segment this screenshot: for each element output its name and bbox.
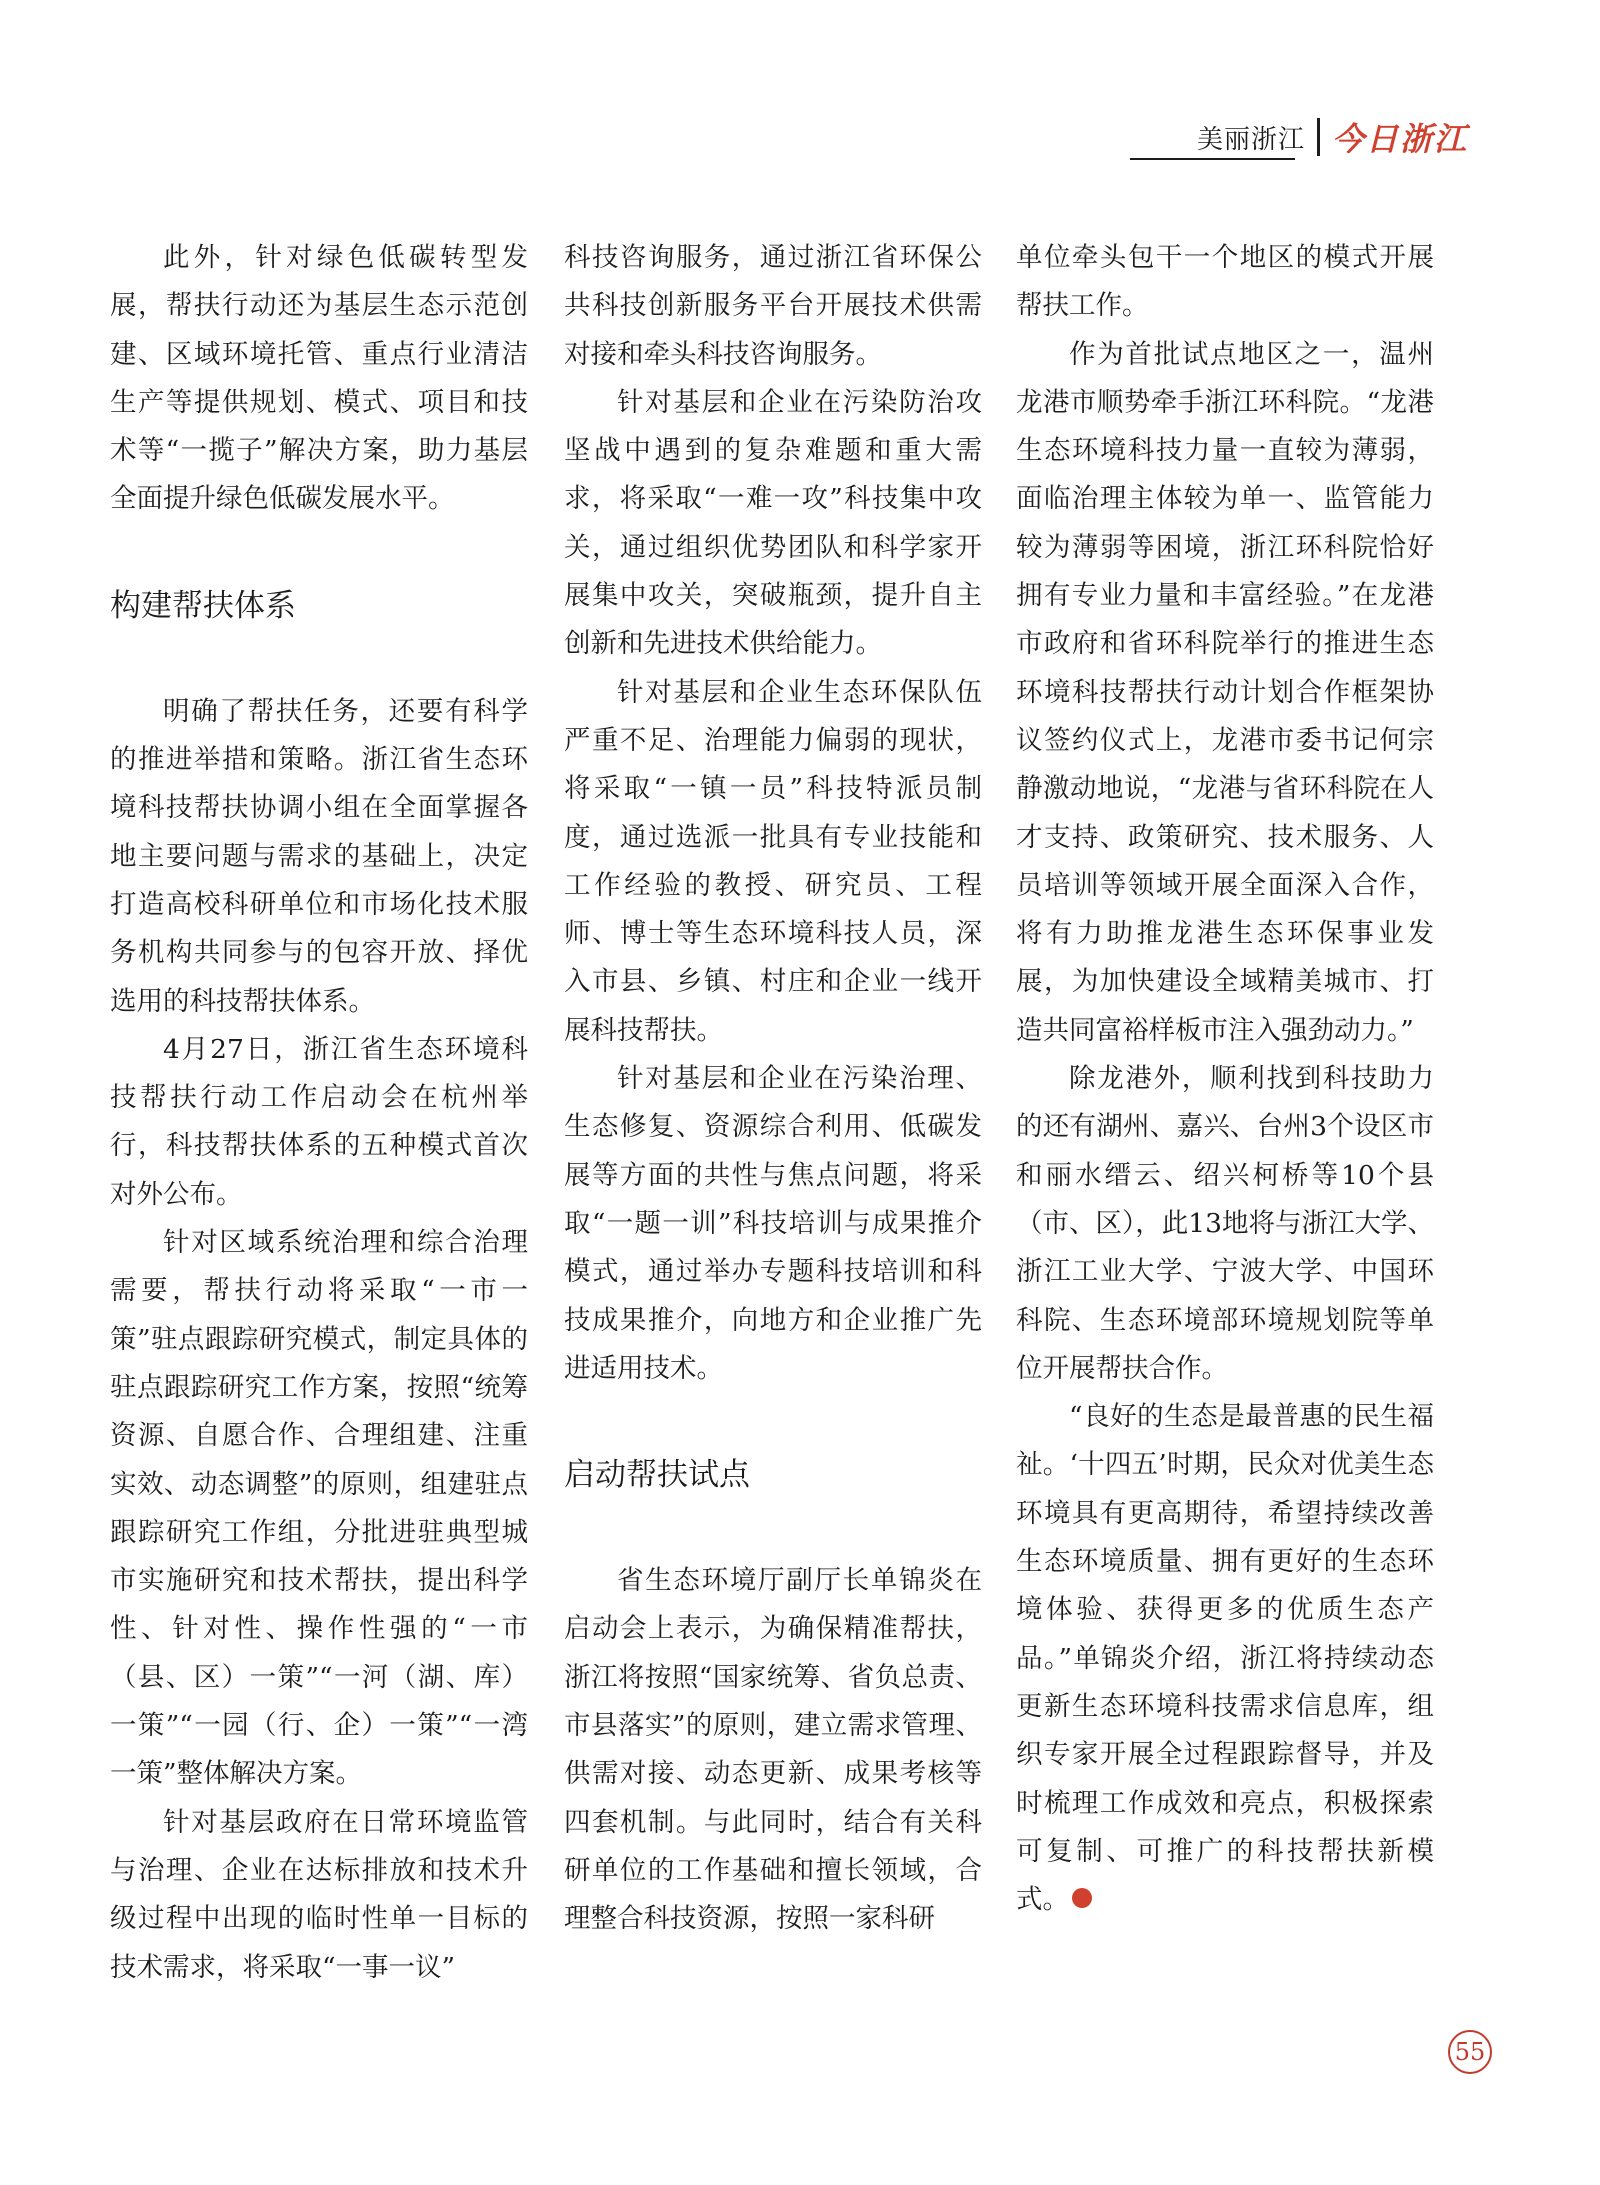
paragraph [110, 1219, 528, 1799]
paragraph-text: 针对基层政府在日常环境监管与治理、企业在达标排放和技术升级过程中出现的临时性单一目标的技术需求，将采取“一事一议” [110, 1806, 528, 1983]
paragraph [564, 1055, 982, 1393]
paragraph [1016, 1055, 1434, 1393]
article-column-2 [564, 234, 982, 1944]
paragraph-text: 此外，针对绿色低碳转型发展，帮扶行动还为基层生态示范创建、区域环境托管、重点行业清洁生产等提供规划、模式、项目和技术等“一揽子”解决方案，助力基层全面提升绿色低碳发展水平。 [110, 242, 528, 515]
paragraph-text: 作为首批试点地区之一，温州龙港市顺势牵手浙江环科院。“龙港生态环境科技力量一直较为薄弱，面临治理主体较为单一、监管能力较为薄弱等困境，浙江环科院恰好拥有专业力量和丰富经验。”在龙港市政府和省环科院举行的推进生态环境科技帮扶行动计划合作框架协议签约仪式上，龙港市委书记何宗静激动地说，“龙港与省环科院在人才支持、政策研究、技术服务、人员培训等领域开展全面深入合作，将有力助推龙港生态环保事业发展，为加快建设全域精美城市、打造共同富裕样板市注入强劲动力。” [1016, 338, 1434, 1046]
paragraph [564, 234, 982, 379]
section-heading [564, 1451, 982, 1499]
paragraph [564, 669, 982, 1055]
paragraph-text: 省生态环境厅副厅长单锦炎在启动会上表示，为确保精准帮扶，浙江将按照“国家统筹、省负总责、市县落实”的原则，建立需求管理、供需对接、动态更新、成果考核等四套机制。与此同时，结合有关科研单位的工作基础和擅长领域，合理整合科技资源，按照一家科研 [564, 1565, 982, 1935]
paragraph [1016, 1393, 1434, 1924]
article-column-1 [110, 234, 528, 1992]
paragraph [1016, 331, 1434, 1055]
paragraph [564, 1557, 982, 1943]
page-header [1197, 112, 1468, 162]
end-mark-icon [1072, 1888, 1092, 1908]
paragraph [110, 234, 528, 524]
paragraph-text: 针对基层和企业在污染防治攻坚战中遇到的复杂难题和重大需求，将采取“一难一攻”科技集中攻关，通过组织优势团队和科学家开展集中攻关，突破瓶颈，提升自主创新和先进技术供给能力。 [564, 386, 982, 660]
paragraph [1016, 234, 1434, 331]
header-rule [1130, 158, 1295, 160]
section-heading [110, 582, 528, 630]
paragraph-text: 科技咨询服务，通过浙江省环保公共科技创新服务平台开展技术供需对接和牵头科技咨询服务。 [564, 242, 982, 370]
paragraph [110, 688, 528, 1026]
paragraph-text: 针对基层和企业在污染治理、生态修复、资源综合利用、低碳发展等方面的共性与焦点问题，将采取“一题一训”科技培训与成果推介模式，通过举办专题科技培训和科技成果推介，向地方和企业推广先进适用技术。 [564, 1063, 982, 1384]
heading-text: 构建帮扶体系 [110, 587, 296, 624]
article-column-3 [1016, 234, 1434, 1924]
paragraph [564, 379, 982, 669]
paragraph-text: 明确了帮扶任务，还要有科学的推进举措和策略。浙江省生态环境科技帮扶协调小组在全面掌握各地主要问题与需求的基础上，决定打造高校科研单位和市场化技术服务机构共同参与的包容开放、择优选用的科技帮扶体系。 [110, 695, 528, 1017]
header-divider [1317, 118, 1320, 156]
section-title: 美丽浙江 [1196, 124, 1305, 155]
paragraph-text: 4月27日，浙江省生态环境科技帮扶行动工作启动会在杭州举行，科技帮扶体系的五种模式首次对外公布。 [110, 1033, 528, 1210]
paragraph [110, 1799, 528, 1992]
magazine-logo: 今日浙江 [1331, 120, 1468, 158]
paragraph-text: 针对基层和企业生态环保队伍严重不足、治理能力偏弱的现状，将采取“一镇一员”科技特派员制度，通过选派一批具有专业技能和工作经验的教授、研究员、工程师、博士等生态环境科技人员，深入市县、乡镇、村庄和企业一线开展科技帮扶。 [564, 676, 982, 1046]
paragraph [110, 1026, 528, 1219]
paragraph-text: “良好的生态是最普惠的民生福祉。‘十四五’时期，民众对优美生态环境具有更高期待，希望持续改善生态环境质量、拥有更好的生态环境体验、获得更多的优质生态产品。”单锦炎介绍，浙江将持续动态更新生态环境科技需求信息库，组织专家开展全过程跟踪督导，并及时梳理工作成效和亮点，积极探索可复制、可推广的科技帮扶新模式。 [1016, 1401, 1434, 1916]
heading-text: 启动帮扶试点 [564, 1457, 750, 1494]
paragraph-text: 单位牵头包干一个地区的模式开展帮扶工作。 [1016, 242, 1434, 322]
paragraph-text: 针对区域系统治理和综合治理需要，帮扶行动将采取“一市一策”驻点跟踪研究模式，制定具体的驻点跟踪研究工作方案，按照“统筹资源、自愿合作、合理组建、注重实效、动态调整”的原则，组建驻点跟踪研究工作组，分批进驻典型城市实施研究和技术帮扶，提出科学性、针对性、操作性强的“一市（县、区）一策”“一河（湖、库）一策”“一园（行、企）一策”“一湾一策”整体解决方案。 [110, 1227, 528, 1790]
page-number: 55 [1448, 2030, 1492, 2074]
paragraph-text: 除龙港外，顺利找到科技助力的还有湖州、嘉兴、台州3个设区市和丽水缙云、绍兴柯桥等10个县（市、区），此13地将与浙江大学、浙江工业大学、宁波大学、中国环科院、生态环境部环境规划院等单位开展帮扶合作。 [1016, 1063, 1434, 1384]
